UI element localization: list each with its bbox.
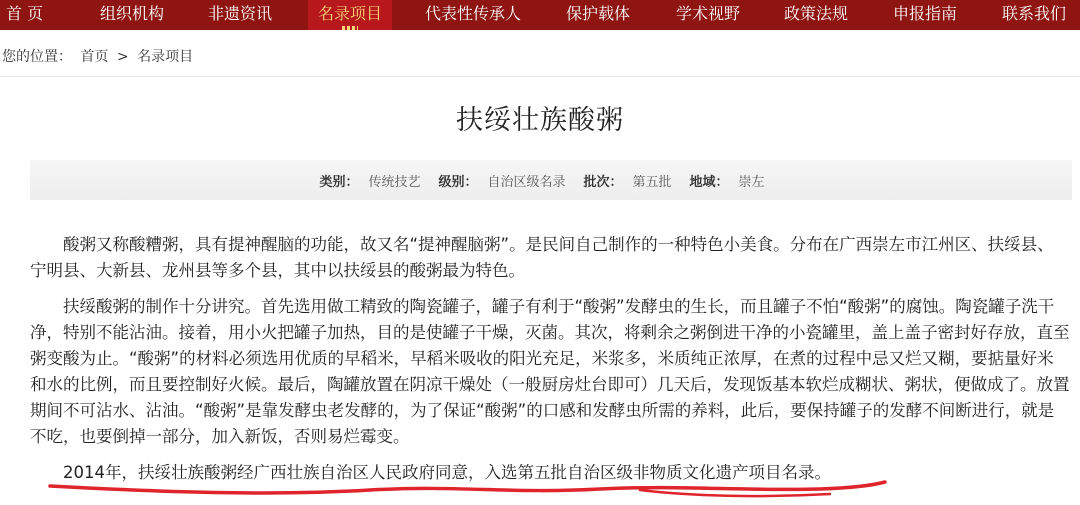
region-value: 崇左 <box>738 174 765 190</box>
category-value: 传统技艺 <box>368 174 421 190</box>
item-meta-bar <box>30 160 1072 200</box>
nav-item-organization[interactable]: 组织机构 <box>100 4 165 23</box>
nav-item-home[interactable]: 首 页 <box>6 4 44 23</box>
breadcrumb-prefix: 您的位置： <box>2 49 72 65</box>
nav-item-directory[interactable]: 名录项目 <box>308 0 392 30</box>
breadcrumb-divider <box>0 76 1080 77</box>
breadcrumb <box>2 46 197 66</box>
region-label: 地域： <box>689 174 729 190</box>
red-underline-annotation <box>40 474 900 504</box>
level-label: 级别： <box>438 174 478 190</box>
page-title: 扶绥壮族酸粥 <box>456 105 624 136</box>
article-content <box>30 232 1070 496</box>
article-paragraph-2: 扶绥酸粥的制作十分讲究。首先选用做工精致的陶瓷罐子，罐子有利于“酸粥”发酵虫的生长，而且罐子不怕“酸粥”的腐蚀。陶瓷罐子洗干净，特别不能沾油。接着，用小火把罐子加热，目的是使罐子干燥，灭菌。其次，将剩余之粥倒进干净的小瓷罐里，盖上盖子密封好存放，直至粥变酸为止。“酸粥”的材料必须选用优质的早稻米，早稻米吸收的阳光充足，米浆多，米质纯正浓厚，在煮的过程中忌又烂又糊，要掂量好米和水的比例，而且要控制好火候。最后，陶罐放置在阴凉干燥处（一般厨房灶台即可）几天后，发现饭基本软烂成糊状、粥状，便做成了。放置期间不可沾水、沾油。“酸粥”是靠发酵虫老发酵的，为了保证“酸粥”的口感和发酵虫所需的养料，此后，要保持罐子的发酵不间断进行，就是不吃，也要倒掉一部分，加入新饭，否则易烂霉变。 <box>30 297 1070 446</box>
level-value: 自治区级名录 <box>487 174 566 190</box>
nav-item-contact[interactable]: 联系我们 <box>1002 4 1067 23</box>
batch-value: 第五批 <box>632 174 672 190</box>
nav-item-carriers[interactable]: 保护载体 <box>566 4 631 23</box>
category-label: 类别： <box>319 174 359 190</box>
article-paragraph-1: 酸粥又称酸糟粥，具有提神醒脑的功能，故又名“提神醒脑粥”。是民间自己制作的一种特色小美食。分布在广西崇左市江州区、扶绥县、宁明县、大新县、龙州县等多个县，其中以扶绥县的酸粥最为特色。 <box>30 235 1054 280</box>
batch-label: 批次： <box>583 174 623 190</box>
breadcrumb-current[interactable]: 名录项目 <box>137 49 194 65</box>
top-nav <box>0 0 1080 30</box>
nav-item-inheritors[interactable]: 代表性传承人 <box>425 4 522 23</box>
nav-item-academic[interactable]: 学术视野 <box>676 4 741 23</box>
nav-item-policy[interactable]: 政策法规 <box>784 4 849 23</box>
breadcrumb-separator: > <box>116 49 129 65</box>
article-paragraph-3: 2014年，扶绥壮族酸粥经广西壮族自治区人民政府同意，入选第五批自治区级非物质文化遗产项目名录。 <box>63 463 831 482</box>
nav-item-news[interactable]: 非遗资讯 <box>208 4 273 23</box>
breadcrumb-home-link[interactable]: 首页 <box>80 49 109 65</box>
nav-item-application[interactable]: 申报指南 <box>893 4 958 23</box>
